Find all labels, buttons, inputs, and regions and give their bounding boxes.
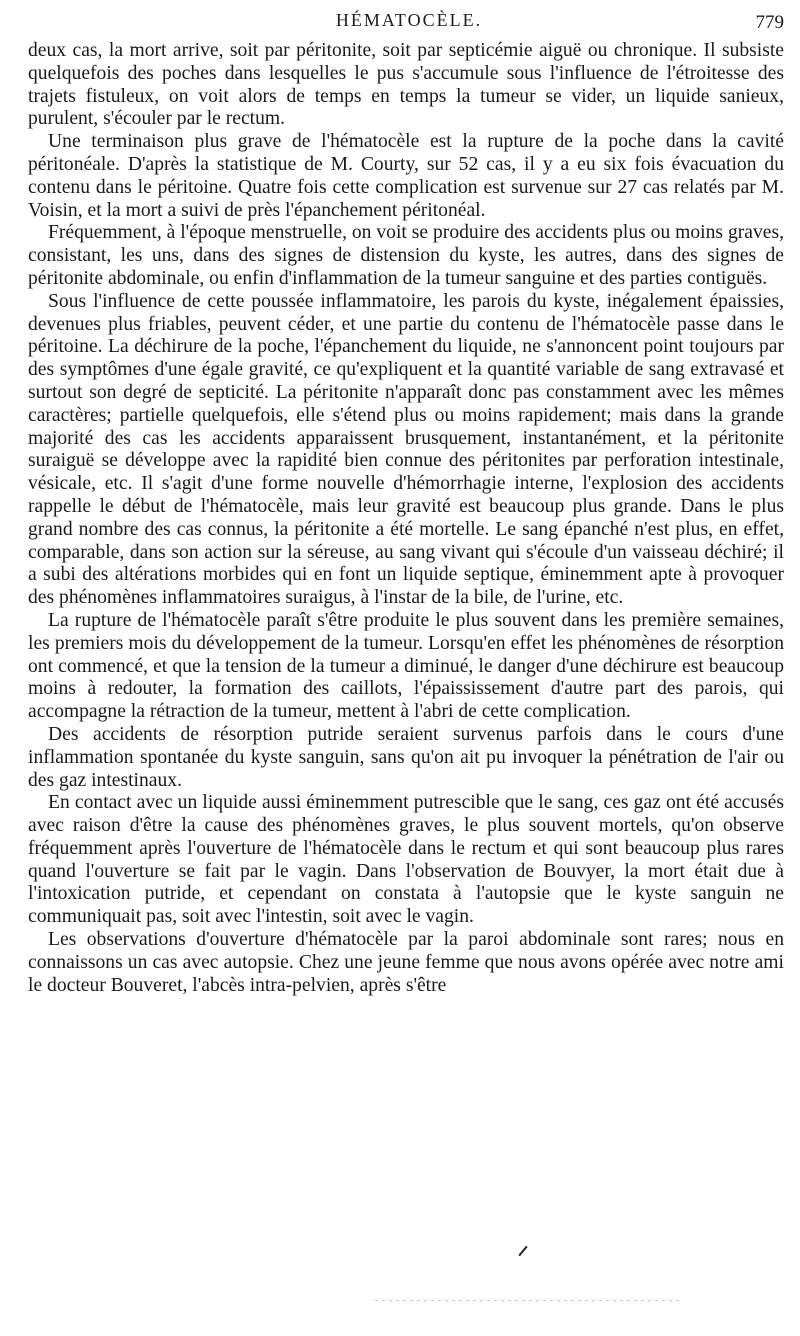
paragraph: La rupture de l'hématocèle paraît s'être produite le plus souvent dans les première semaines, les premiers mois du développement de la tumeur. Lorsqu'en effet les phénomènes de résorption ont commencé, et que la tension de la tumeur a diminué, le danger d'une déchirure est beaucoup moins à redouter, la formation des caillots, l'épaississement d'autre part des parois, qui accompagne la rétraction de la tumeur, mettent à l'abri de cette complication.: [28, 609, 784, 723]
running-head: [30, 10, 788, 38]
running-title: HÉMATOCÈLE.: [335, 10, 483, 30]
paragraph: Des accidents de résorption putride seraient survenus parfois dans le cours d'une inflammation spontanée du kyste sanguin, sans qu'on ait pu invoquer la pénétration de l'air ou des gaz intestinaux.: [28, 723, 784, 791]
page-number: 779: [755, 12, 784, 33]
ink-mark: [518, 1246, 527, 1256]
paragraph-continuation: deux cas, la mort arrive, soit par péritonite, soit par septicémie aiguë ou chronique. Il subsiste quelquefois des poches dans lesquelles le pus s'accumule sous l'influence de l'étroitesse des trajets fistuleux, on voit alors de temps en temps la tumeur se vider, un liquide sanieux, purulent, s'écouler par le rectum.: [28, 40, 784, 130]
paragraph: Sous l'influence de cette poussée inflammatoire, les parois du kyste, inégalement épaissies, devenues plus friables, peuvent céder, et une partie du contenu de l'hématocèle passe dans le péritoine. La déchirure de la poche, l'épanchement du liquide, ne s'annoncent point toujours par des symptômes d'une égale gravité, ce qu'expliquent et la quantité variable de sang extravasé et surtout son degré de septicité. La péritonite n'apparaît donc pas constamment avec les mêmes caractères; partielle quelquefois, elle s'étend plus ou moins rapidement; mais dans la grande majorité des cas les accidents apparaissent brusquement, instantanément, et la péritonite suraiguë se développe avec la rapidité bien connue des péritonites par perforation intestinale, vésicale, etc. Il s'agit d'une forme nouvelle d'hémorrhagie interne, l'explosion des accidents rappelle le début de l'hématocèle, mais leur gravité est beaucoup plus grande. Dans le plus grand nombre des cas connus, la péritonite a été mortelle. Le sang épanché n'est plus, en effet, comparable, dans son action sur la séreuse, au sang vivant qui s'écoule d'un vaisseau déchiré; il a subi des altérations morbides qui en font un liquide septique, éminemment apte à provoquer des phénomènes inflammatoires suraigus, à l'instar de la bile, de l'urine, etc.: [28, 290, 784, 609]
show-through-smudge: [375, 1300, 680, 1301]
paragraph: Une terminaison plus grave de l'hématocèle est la rupture de la poche dans la cavité péritonéale. D'après la statistique de M. Courty, sur 52 cas, il y a eu six fois évacuation du contenu dans le péritoine. Quatre fois cette complication est survenue sur 27 cas relatés par M. Voisin, et la mort a suivi de près l'épanchement péritonéal.: [28, 131, 784, 221]
paragraph: Fréquemment, à l'époque menstruelle, on voit se produire des accidents plus ou moins graves, consistant, les uns, dans des signes de distension du kyste, les autres, dans des signes de péritonite abdominale, ou enfin d'inflammation de la tumeur sanguine et des parties contiguës.: [28, 222, 784, 289]
body-text: [28, 40, 784, 997]
paragraph: Les observations d'ouverture d'hématocèle par la paroi abdominale sont rares; nous en connaissons un cas avec autopsie. Chez une jeune femme que nous avons opérée avec notre ami le docteur Bouveret, l'abcès intra-pelvien, après s'être: [28, 929, 784, 996]
paragraph: En contact avec un liquide aussi éminemment putrescible que le sang, ces gaz ont été accusés avec raison d'être la cause des phénomènes graves, le plus souvent mortels, qu'on observe fréquemment après l'ouverture de l'hématocèle dans le rectum et qui sont beaucoup plus rares quand l'ouverture se fait par le vagin. Dans l'observation de Bouvyer, la mort était due à l'intoxication putride, et cependant on constata à l'autopsie que le kyste sanguin ne communiquait pas, soit avec l'intestin, soit avec le vagin.: [28, 792, 784, 928]
